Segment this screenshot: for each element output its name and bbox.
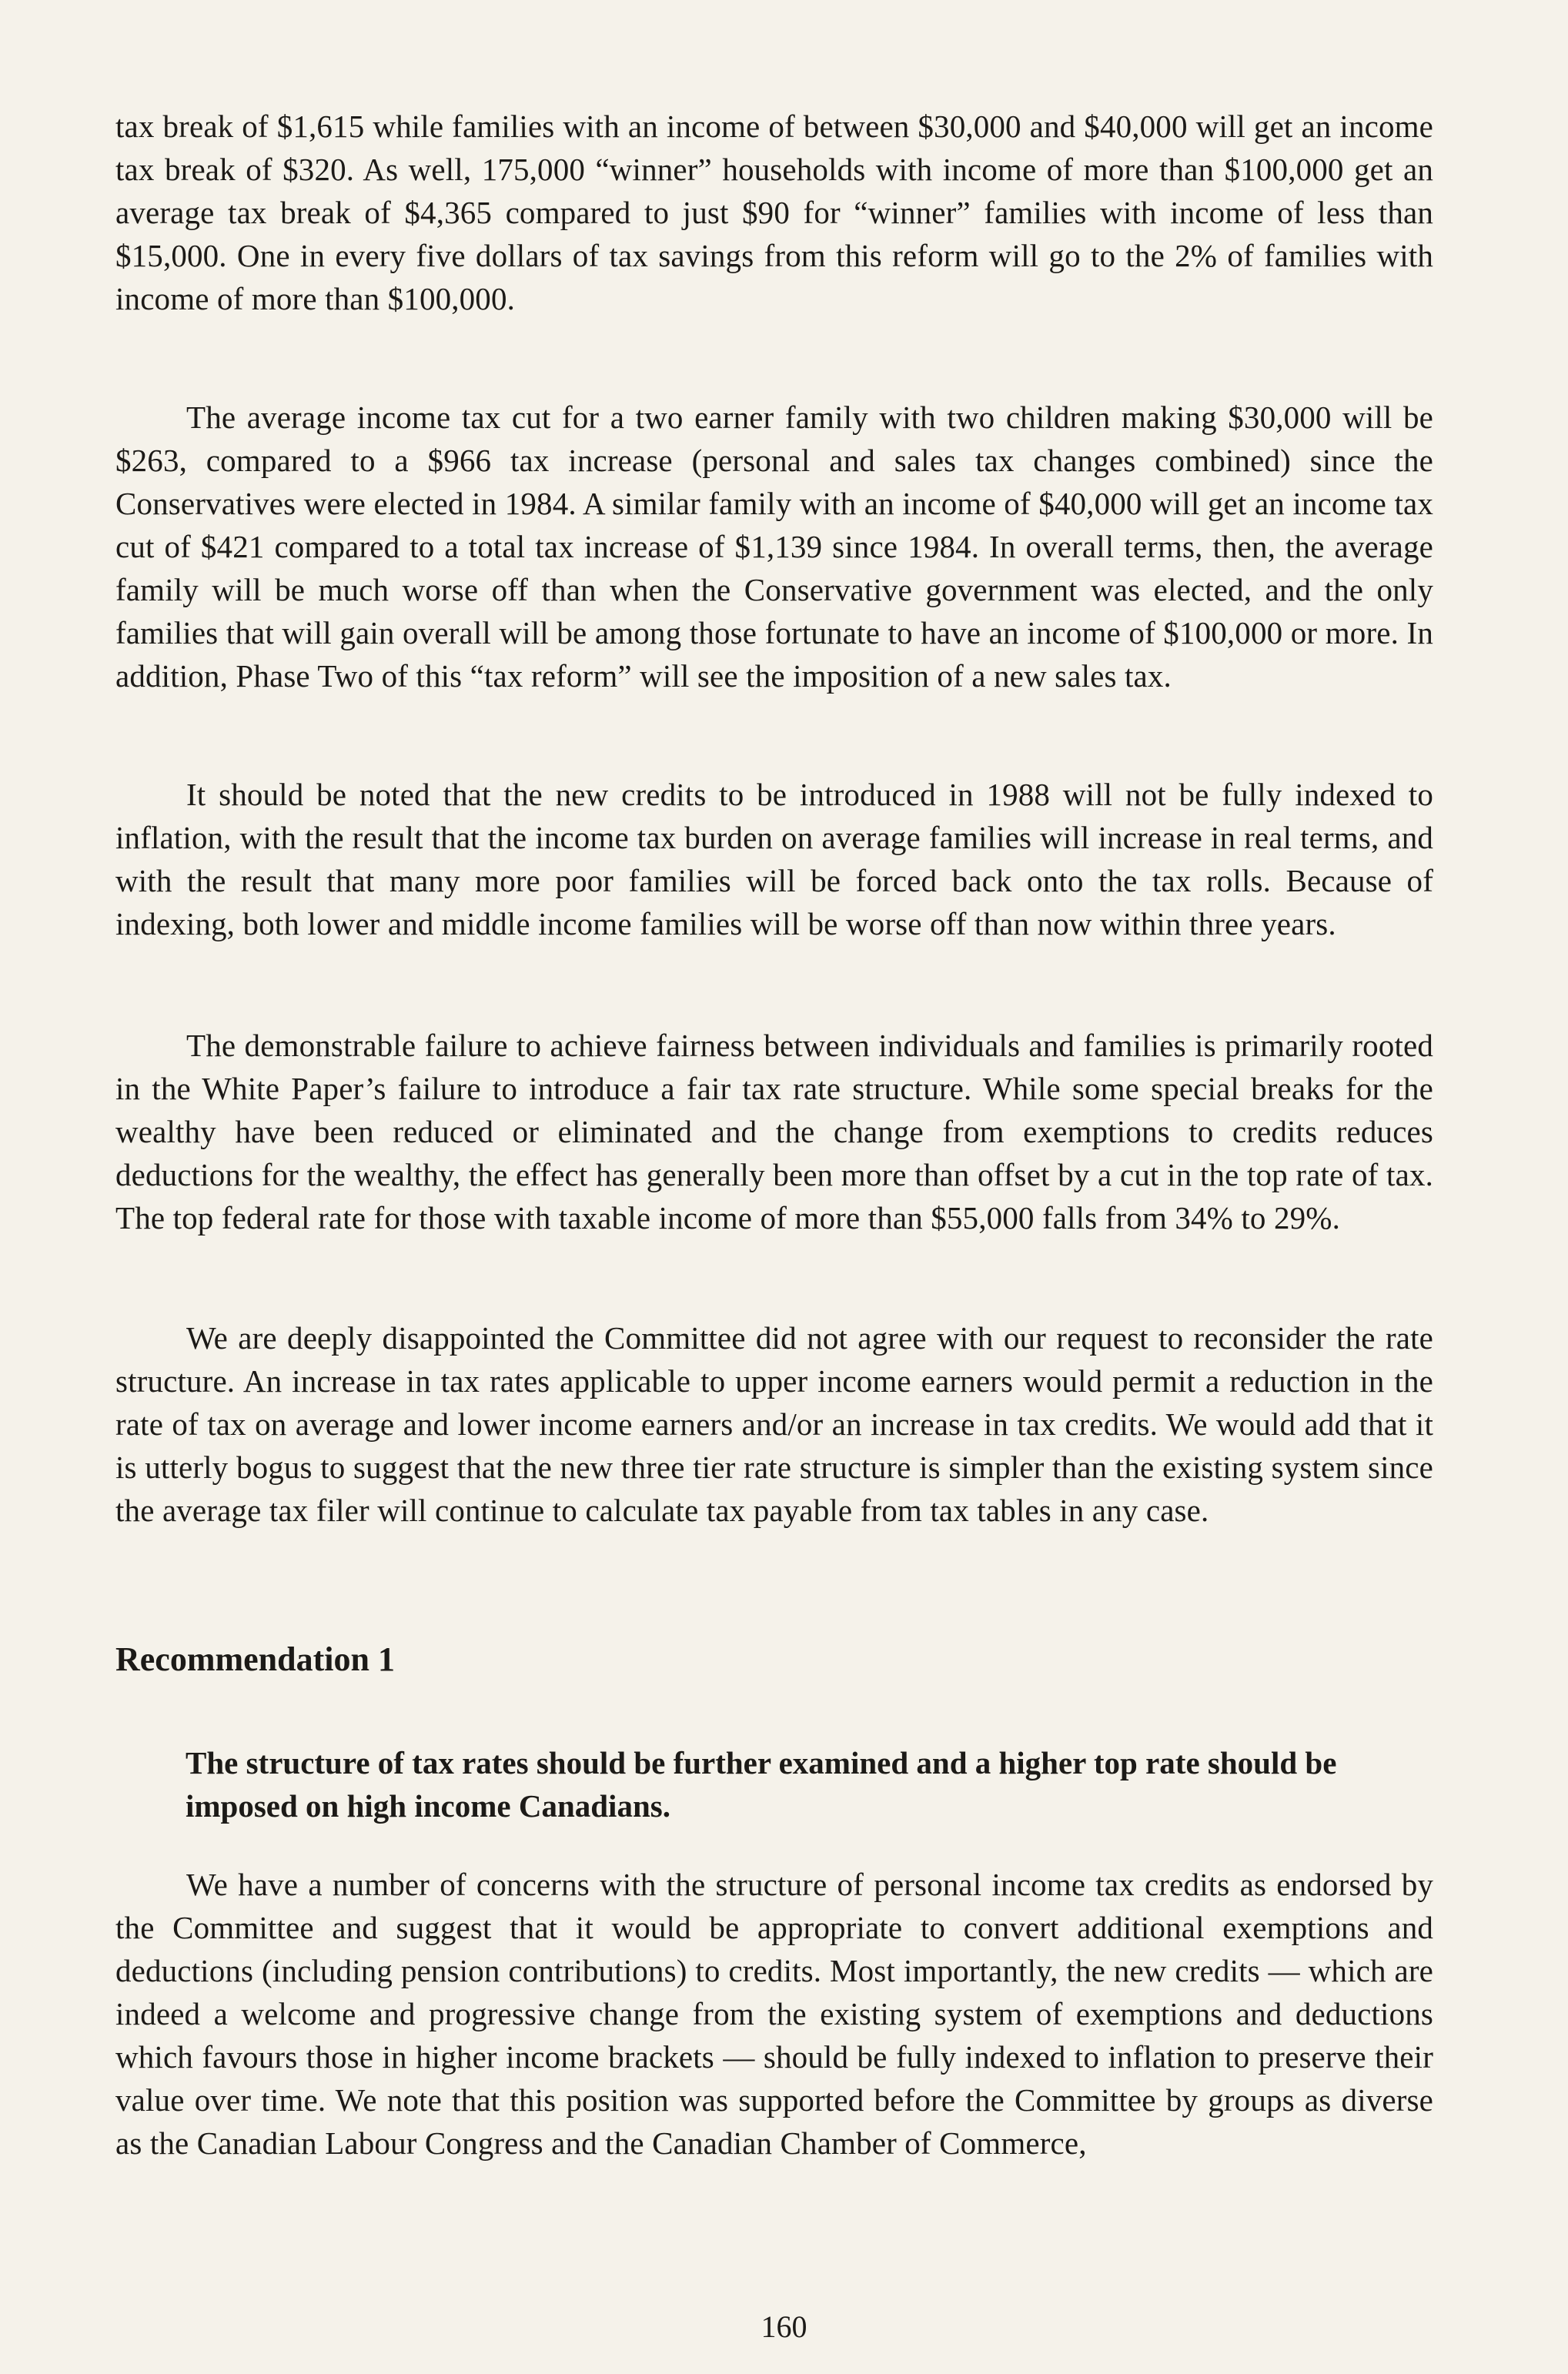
body-paragraph-tax-credits: We have a number of concerns with the structure of personal income tax credits as endorsed by the Committee and suggest that it would be appropriate to convert additional exemptions and deductions (including pension contributions) to credits. Most importantly, the new credits — which are indeed a welcome and progressive change from the existing system of exemptions and deductions which favours those in higher income brackets — should be fully indexed to inflation to preserve their value over time. We note that this position was supported before the Committee by groups as diverse as the Canadian Labour Congress and the Canadian Chamber of Commerce, xyxy=(115,1867,1433,2161)
body-paragraph-average-family: The average income tax cut for a two earner family with two children making $30,000 will be $263, compared to a $966 tax increase (personal and sales tax changes combined) since the Conservatives were elected in 1984. A similar family with an income of $40,000 will get an income tax cut of $421 compared to a total tax increase of $1,139 since 1984. In overall terms, then, the average family will be much worse off than when the Conservative government was elected, and the only families that will gain overall will be among those fortunate to have an income of $100,000 or more. In addition, Phase Two of this “tax reform” will see the imposition of a new sales tax. xyxy=(115,400,1433,694)
body-paragraph-indexing: It should be noted that the new credits to be introduced in 1988 will not be fully indexed to inflation, with the result that the income tax burden on average families will increase in real terms, and with the result that many more poor families will be forced back onto the tax rolls. Because of indexing, both lower and middle income families will be worse off than now within three years. xyxy=(115,777,1433,941)
recommendation-text: The structure of tax rates should be further examined and a higher top rate should be imposed on high income Canadians. xyxy=(186,1745,1337,1824)
body-paragraph-continuation: tax break of $1,615 while families with an income of between $30,000 and $40,000 will get an income tax break of $320. As well, 175,000 “winner” households with income of more than $100,000 get an average tax break of $4,365 compared to just $90 for “winner” families with income of less than $15,000. One in every five dollars of tax savings from this reform will go to the 2% of families with income of more than $100,000. xyxy=(115,109,1433,316)
body-paragraph-rate-structure: The demonstrable failure to achieve fairness between individuals and families is primarily rooted in the White Paper’s failure to introduce a fair tax rate structure. While some special breaks for the wealthy have been reduced or eliminated and the change from exemptions to credits reduces deductions for the wealthy, the effect has generally been more than offset by a cut in the top rate of tax. The top federal rate for those with taxable income of more than $55,000 falls from 34% to 29%. xyxy=(115,1028,1433,1235)
recommendation-heading: Recommendation 1 xyxy=(115,1640,395,1678)
page-number: 160 xyxy=(761,2309,807,2344)
body-paragraph-committee-disappointment: We are deeply disappointed the Committee did not agree with our request to reconsider the rate structure. An increase in tax rates applicable to upper income earners would permit a reduction in the rate of tax on average and lower income earners and/or an increase in tax credits. We would add that it is utterly bogus to suggest that the new three tier rate structure is simpler than the existing system since the average tax filer will continue to calculate tax payable from tax tables in any case. xyxy=(115,1320,1433,1528)
